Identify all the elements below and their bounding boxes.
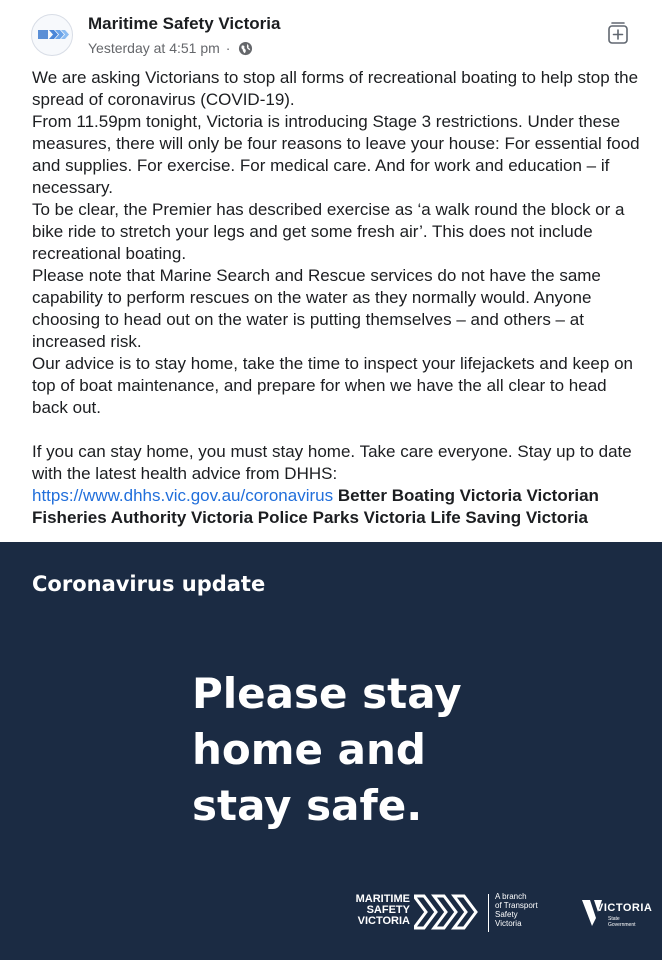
logo-divider: [488, 894, 489, 932]
vic-logo-subtext: [608, 916, 636, 928]
post-paragraph: Please note that Marine Search and Rescue services do not have the same capability to perform rescues on the water as they normally would. Anyone choosing to head out on the water is putting themselves – and others – at increased risk.: [32, 266, 601, 351]
tag-parks-victoria[interactable]: Parks Victoria: [312, 508, 426, 527]
post-meta: [88, 40, 253, 56]
page-avatar[interactable]: [31, 14, 73, 56]
branch-line: Safety: [495, 910, 518, 919]
banner-headline: [192, 666, 612, 834]
vic-sub-line: State: [608, 916, 620, 922]
tag-life-saving-victoria[interactable]: Life Saving Victoria: [430, 508, 588, 527]
banner-title: Coronavirus update: [32, 572, 266, 596]
dhhs-link[interactable]: https://www.dhhs.vic.gov.au/coronavirus: [32, 486, 334, 505]
maritime-safety-victoria-logo-icon: [32, 15, 72, 55]
post-timestamp[interactable]: Yesterday at 4:51 pm: [88, 40, 220, 56]
msv-logo-wordmark: [354, 894, 410, 927]
post-paragraph: To be clear, the Premier has described exercise as ‘a walk round the block or a bike ride to stretch your legs and get some fresh air’. This does not include recreational boating.: [32, 200, 625, 263]
globe-icon[interactable]: [238, 41, 253, 56]
headline-line: Please stay: [192, 669, 462, 718]
maritime-safety-victoria-logo: [354, 890, 484, 934]
headline-line: home and: [192, 725, 426, 774]
headline-line: stay safe.: [192, 781, 423, 830]
msv-logo-line: SAFETY: [366, 904, 410, 916]
tag-victoria-police[interactable]: Victoria Police: [191, 508, 308, 527]
victoria-state-government-logo: [582, 896, 653, 932]
branch-line: Victoria: [495, 919, 522, 928]
vic-logo-wordmark: VICTORIA: [596, 902, 653, 914]
post-paragraph: We are asking Victorians to stop all forms of recreational boating to help stop the spread of coronavirus (COVID-19).: [32, 68, 639, 109]
post-paragraph: From 11.59pm tonight, Victoria is introducing Stage 3 restrictions. Under these measures, there will only be four reasons to leave your house: For essential food and supplies. For exercise. For medical care. And for work and education – if necessary.: [32, 112, 640, 197]
post-paragraph: Our advice is to stay home, take the time to inspect your lifejackets and keep on top of boat maintenance, and prepare for when we have the all clear to head back out.: [32, 354, 633, 417]
page-name[interactable]: Maritime Safety Victoria: [88, 14, 281, 33]
branch-line: A branch: [495, 892, 527, 901]
closing-text: If you can stay home, you must stay home. Take care everyone. Stay up to date with the latest health advice from DHHS:: [32, 442, 632, 483]
vic-sub-line: Government: [608, 922, 636, 928]
post-image-banner[interactable]: [0, 542, 662, 960]
tag-better-boating-victoria[interactable]: Better Boating Victoria: [337, 486, 522, 505]
post-closing-paragraph: [32, 441, 642, 529]
msv-logo-line: VICTORIA: [357, 915, 410, 927]
tag-victorian-fisheries-authority[interactable]: Victorian Fisheries Authority: [32, 486, 599, 527]
post-body: [32, 67, 642, 529]
msv-logo-line: MARITIME: [355, 893, 410, 905]
branch-line: of Transport: [495, 901, 538, 910]
save-to-collection-icon[interactable]: [606, 21, 630, 45]
chevrons-icon: [414, 892, 480, 932]
branch-text: [495, 892, 565, 928]
meta-separator: ·: [225, 40, 231, 56]
